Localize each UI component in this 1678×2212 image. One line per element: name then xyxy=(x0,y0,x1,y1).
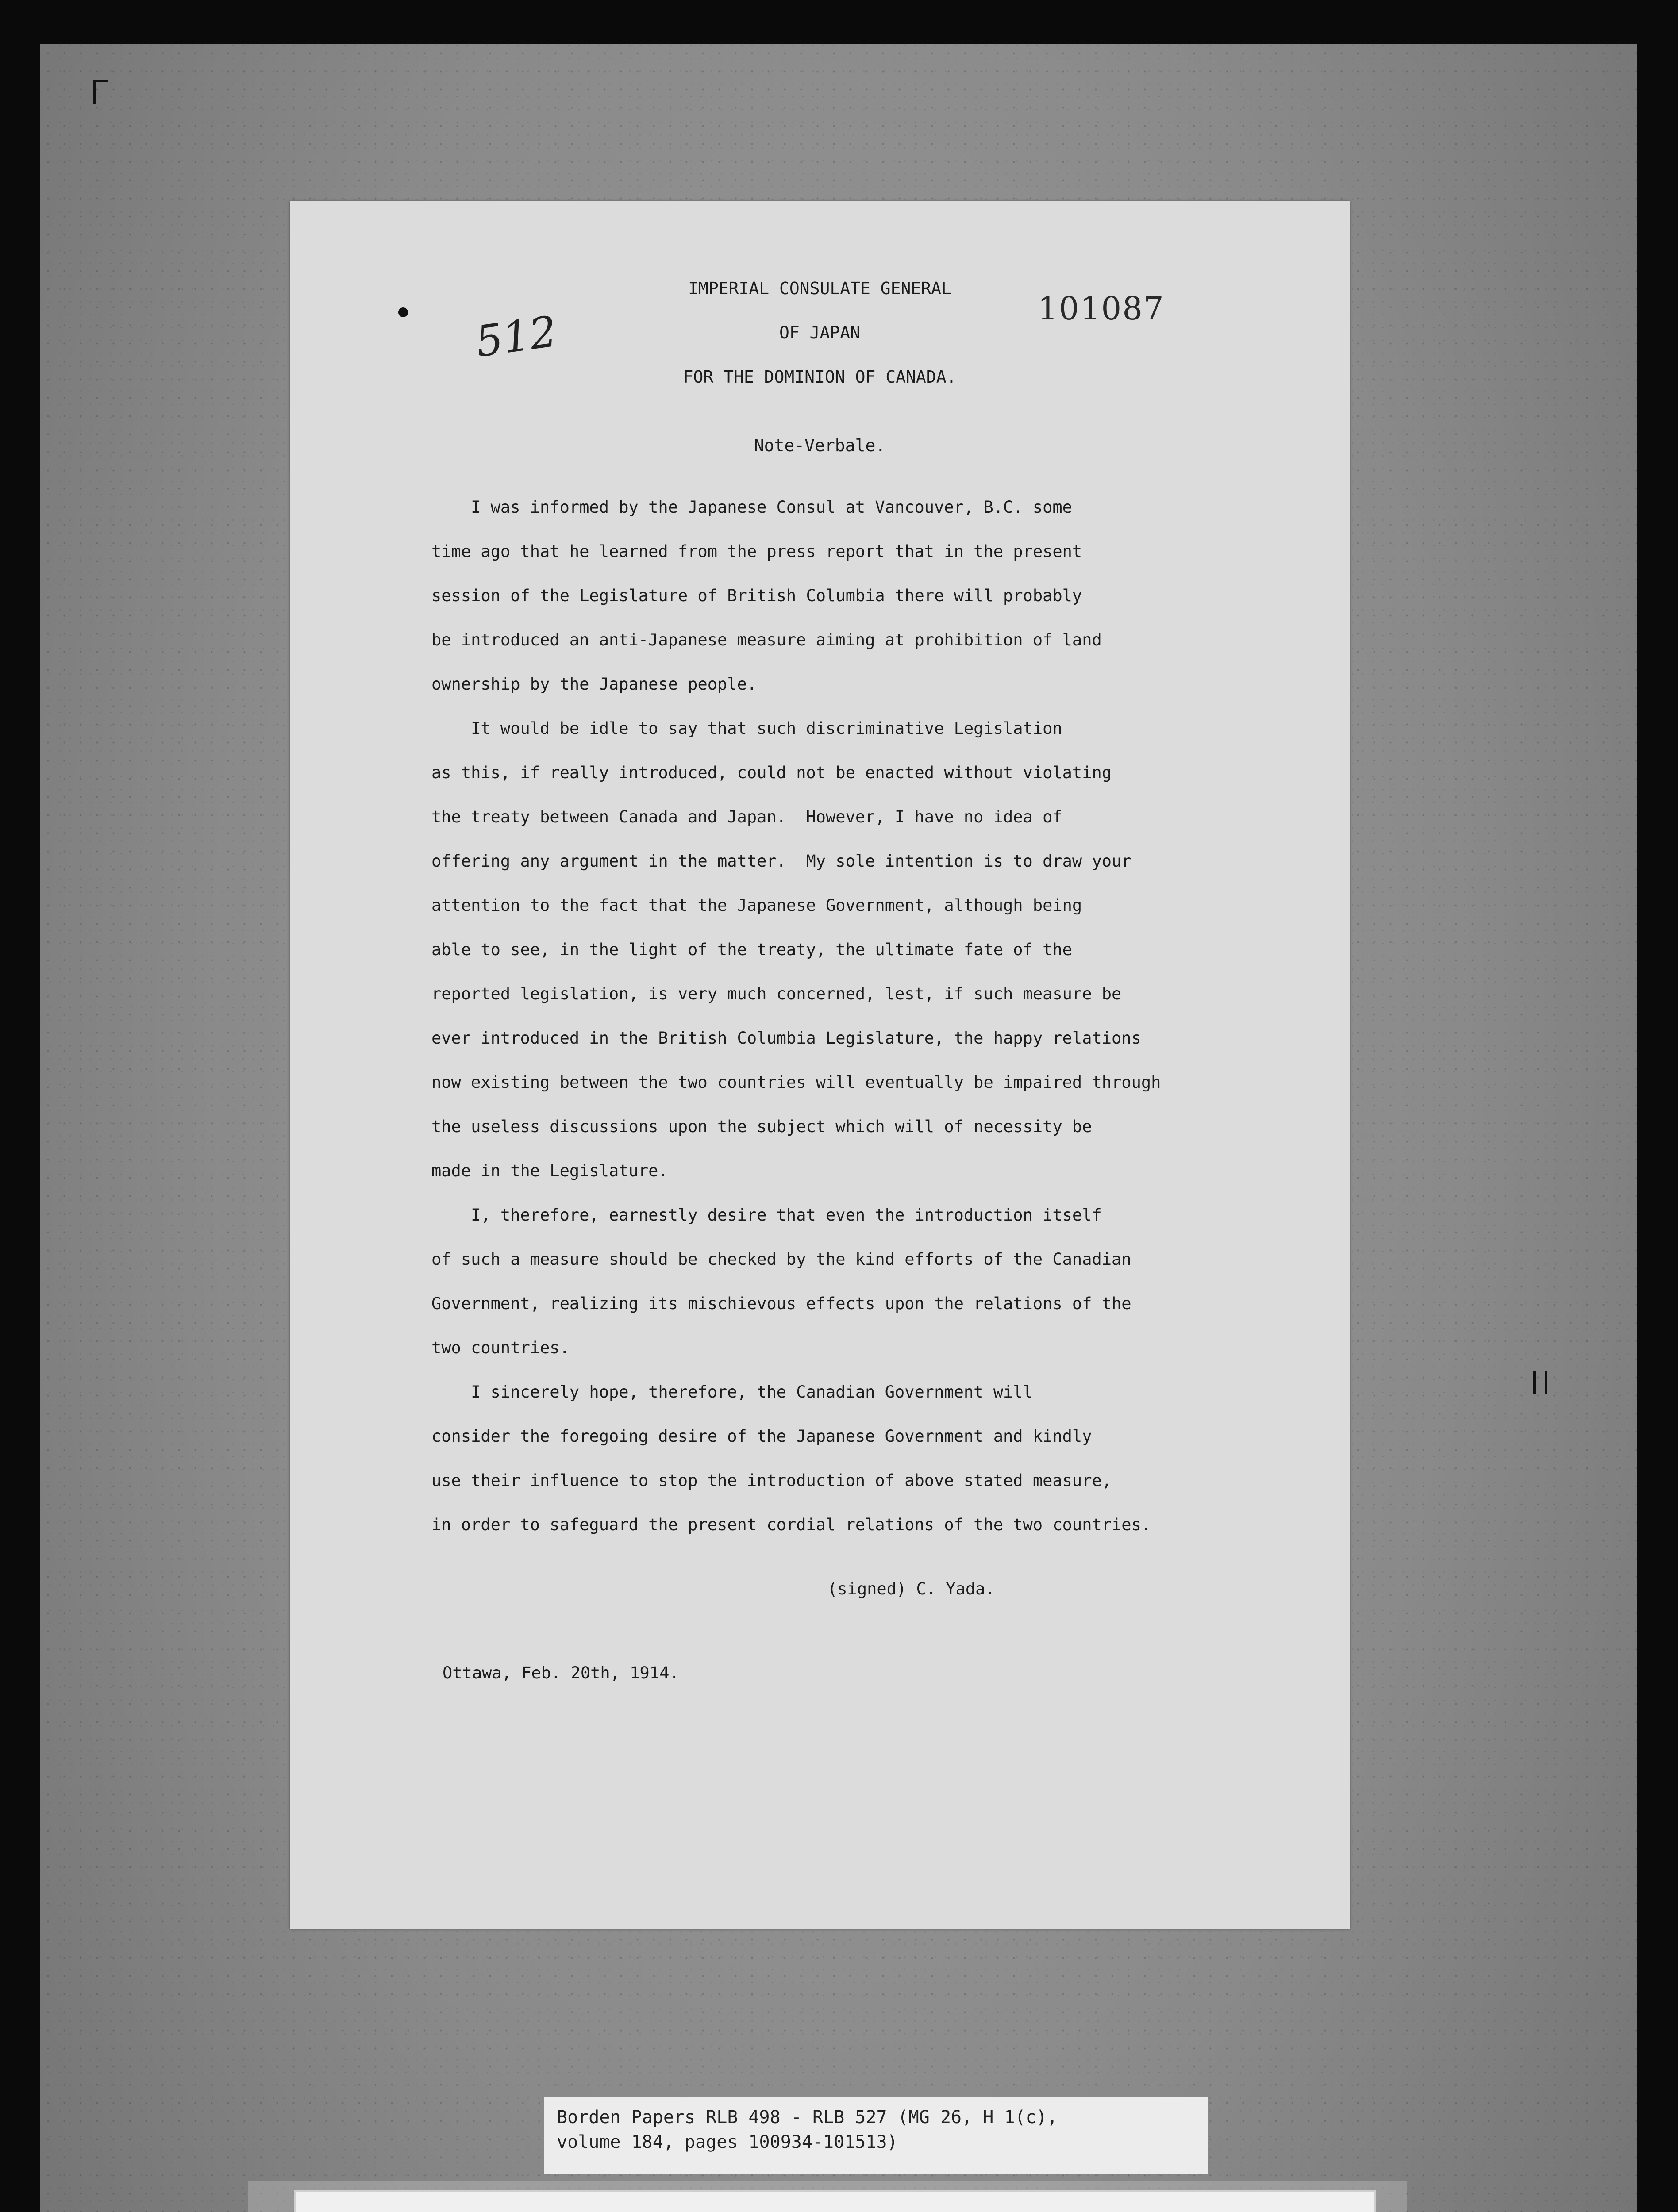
reference-line-1: Borden Papers RLB 498 - RLB 527 (MG 26, H 1(c), xyxy=(557,2107,1058,2128)
body-line: able to see, in the light of the treaty, the ultimate fate of the xyxy=(431,940,1072,959)
body-line: use their influence to stop the introduction of above stated measure, xyxy=(431,1471,1112,1490)
body-line: Government, realizing its mischievous effects upon the relations of the xyxy=(431,1294,1131,1313)
document-title: Note-Verbale. xyxy=(754,436,886,455)
body-line: I sincerely hope, therefore, the Canadian Government will xyxy=(431,1382,1033,1402)
reference-label xyxy=(544,2097,1208,2174)
body-line: consider the foregoing desire of the Japanese Government and kindly xyxy=(431,1427,1092,1446)
letterhead-line-2: OF JAPAN xyxy=(779,323,861,342)
document-page xyxy=(290,201,1350,1929)
body-line: I was informed by the Japanese Consul at Vancouver, B.C. some xyxy=(431,498,1072,517)
body-line: offering any argument in the matter. My sole intention is to draw your xyxy=(431,852,1131,871)
body-line: It would be idle to say that such discriminative Legislation xyxy=(431,719,1062,738)
body-line: now existing between the two countries will eventually be impaired through xyxy=(431,1073,1161,1092)
document-number-stamp: 101087 xyxy=(1038,290,1165,327)
dateline: Ottawa, Feb. 20th, 1914. xyxy=(443,1663,679,1682)
body-line: be introduced an anti-Japanese measure aiming at prohibition of land xyxy=(431,630,1102,649)
body-line: time ago that he learned from the press report that in the present xyxy=(431,542,1082,561)
body-line: the useless discussions upon the subject which will of necessity be xyxy=(431,1117,1092,1136)
corner-mark xyxy=(93,80,108,104)
body-line: the treaty between Canada and Japan. However, I have no idea of xyxy=(431,807,1062,826)
body-line: two countries. xyxy=(431,1338,570,1357)
handwritten-number: 512 xyxy=(473,306,560,367)
letterhead-line-3: FOR THE DOMINION OF CANADA. xyxy=(683,367,957,387)
body-line: ownership by the Japanese people. xyxy=(431,675,757,694)
body-line: made in the Legislature. xyxy=(431,1161,668,1180)
archive-card xyxy=(294,2190,1376,2212)
reference-line-2: volume 184, pages 100934-101513) xyxy=(557,2132,898,2152)
margin-mark xyxy=(1533,1371,1547,1394)
body-line: attention to the fact that the Japanese Government, although being xyxy=(431,896,1082,915)
body-line: I, therefore, earnestly desire that even the introduction itself xyxy=(431,1206,1102,1225)
body-line: as this, if really introduced, could not be enacted without violating xyxy=(431,763,1112,782)
body-line: of such a measure should be checked by the kind efforts of the Canadian xyxy=(431,1250,1131,1269)
letterhead-line-1: IMPERIAL CONSULATE GENERAL xyxy=(688,279,951,298)
signature-line: (signed) C. Yada. xyxy=(827,1579,995,1598)
ink-dot xyxy=(398,307,408,317)
body-line: in order to safeguard the present cordial relations of the two countries. xyxy=(431,1515,1151,1534)
body-line: ever introduced in the British Columbia Legislature, the happy relations xyxy=(431,1029,1141,1048)
body-line: reported legislation, is very much concerned, lest, if such measure be xyxy=(431,984,1122,1003)
body-line: session of the Legislature of British Columbia there will probably xyxy=(431,586,1082,605)
